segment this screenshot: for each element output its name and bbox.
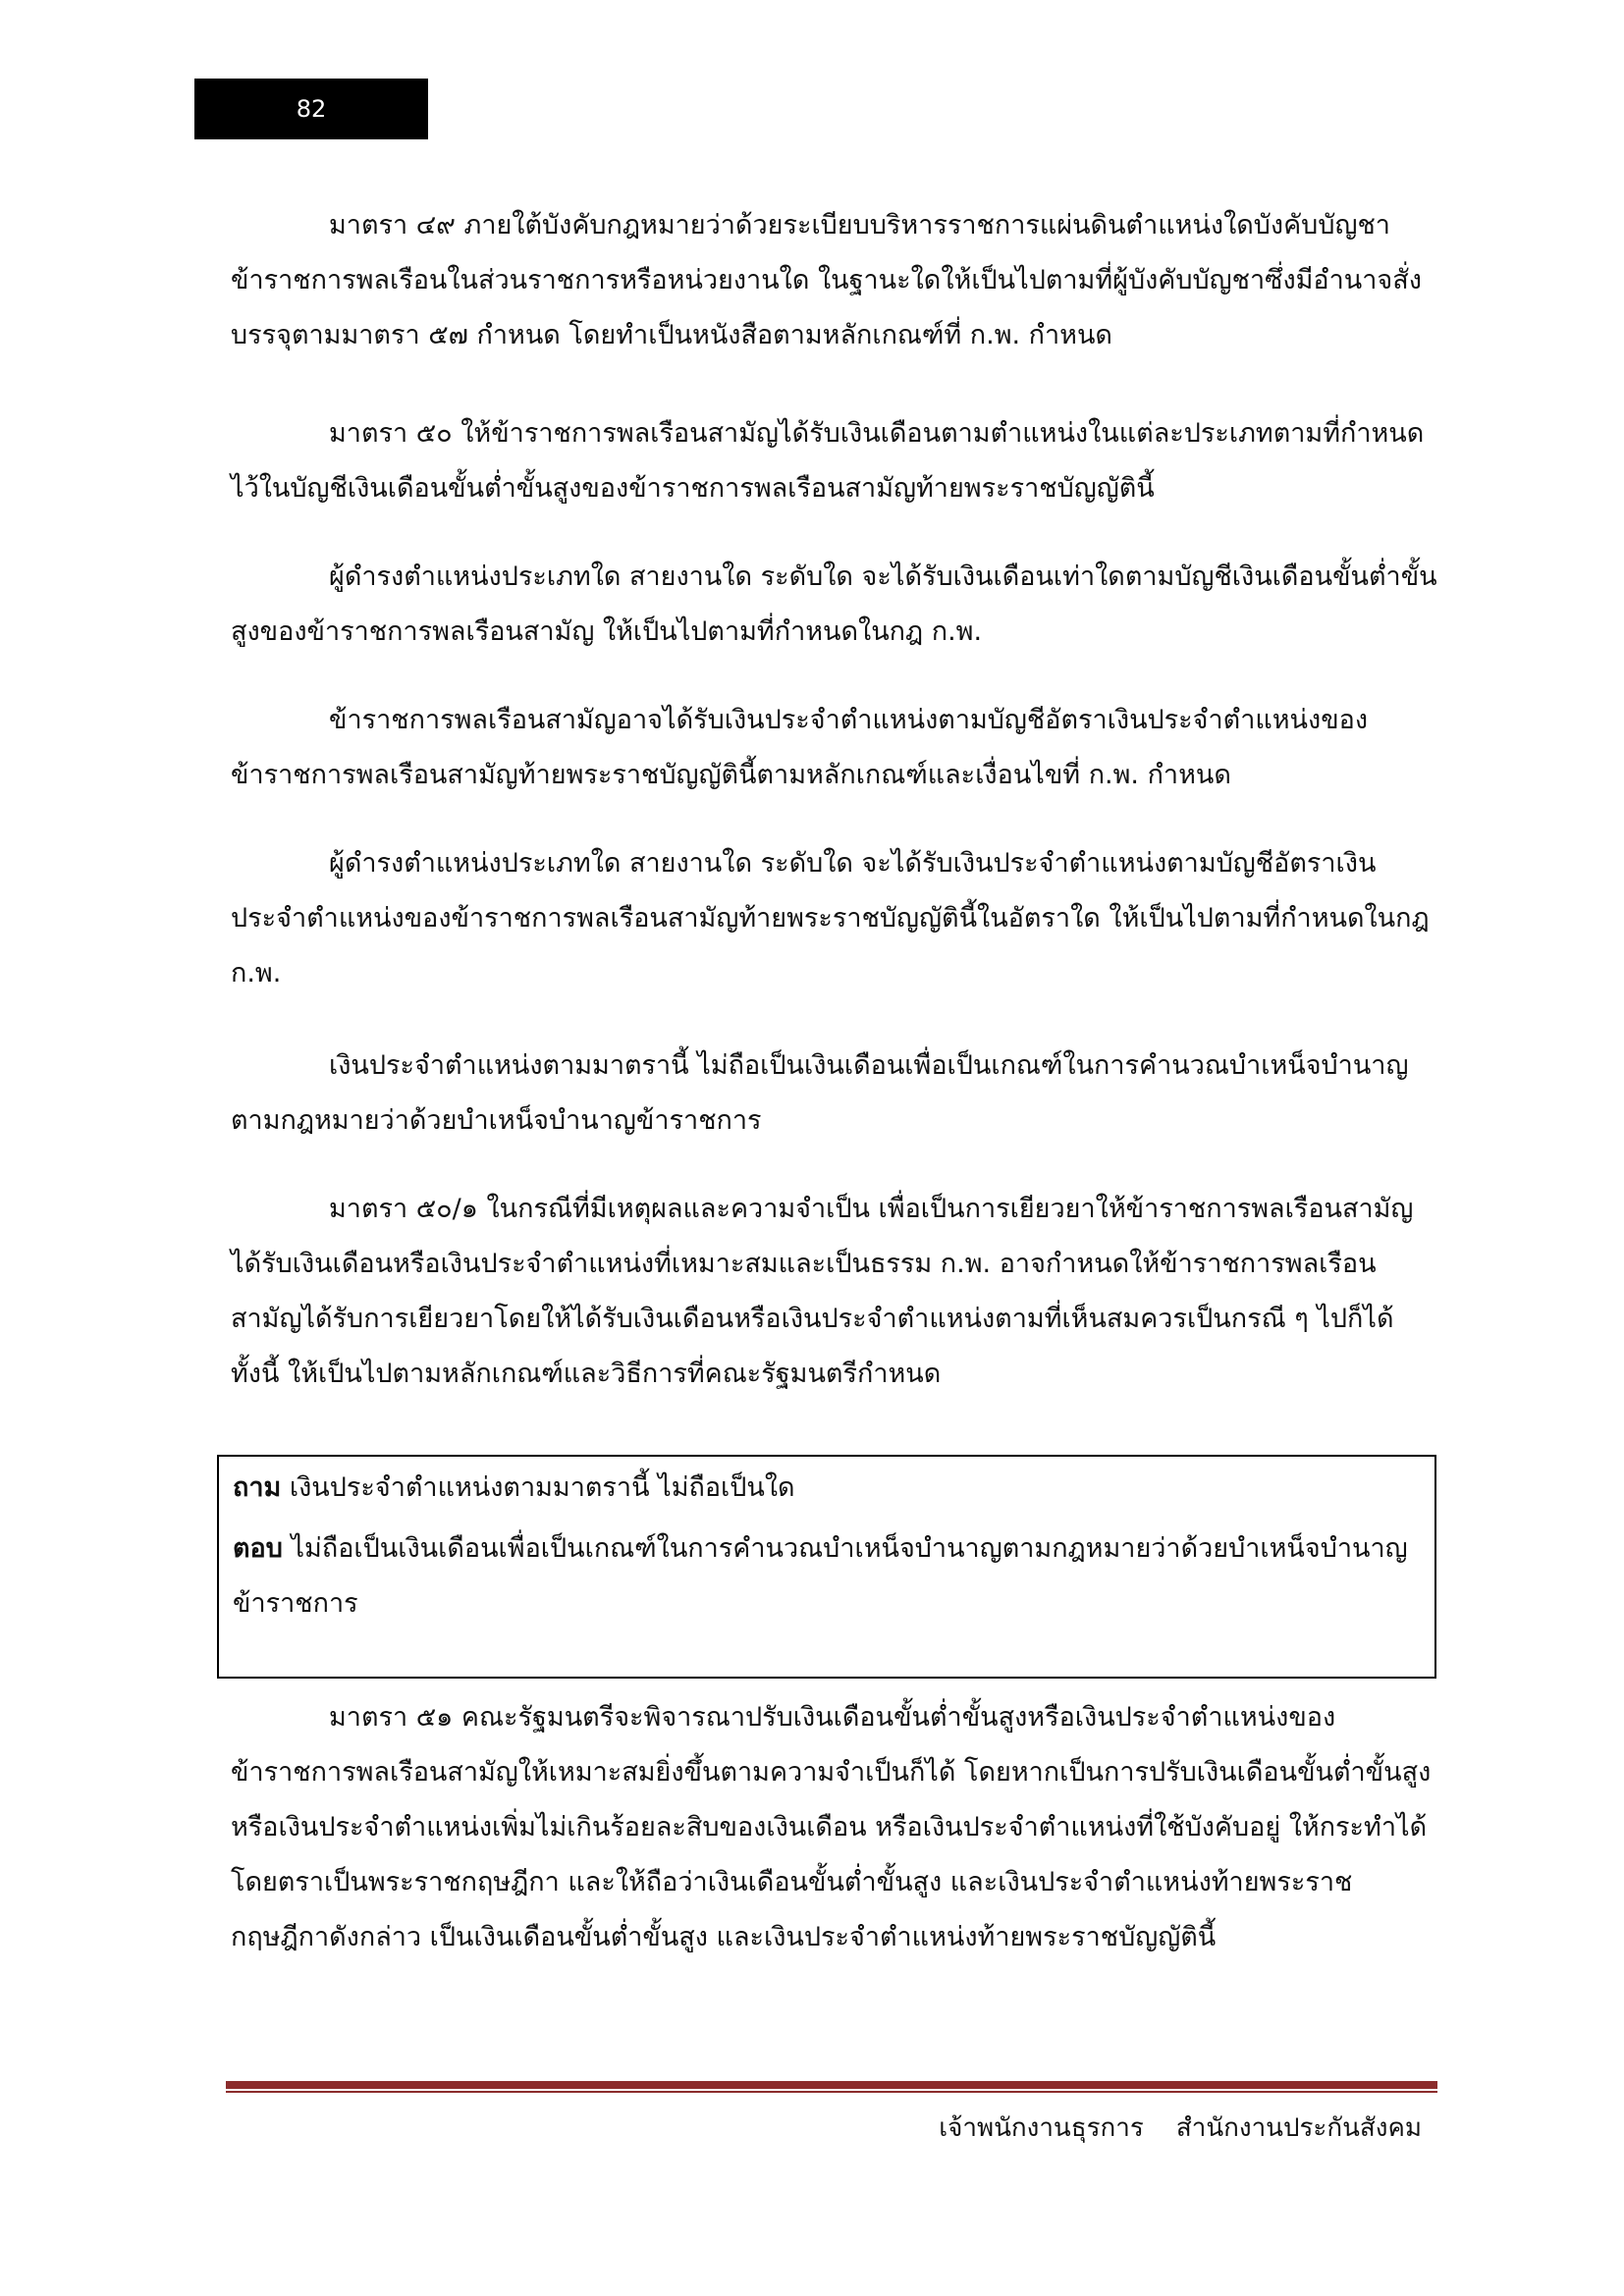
qa-box (217, 1455, 1436, 1679)
answer-line (233, 1522, 1421, 1631)
footer-office: เจ้าพนักงานธุรการ สำนักงานประกันสังคม (939, 2113, 1422, 2143)
footer-divider-thin (226, 2091, 1437, 2093)
paragraph-allowance-not-salary: เงินประจำตำแหน่งตามมาตรานี้ ไม่ถือเป็นเงินเดือนเพื่อเป็นเกณฑ์ในการคำนวณบำเหน็จบำนาญตามกฎหมายว่าด้วยบำเหน็จบำนาญข้าราชการ (231, 1050, 1409, 1136)
paragraph-section-50: มาตรา ๕๐ ให้ข้าราชการพลเรือนสามัญได้รับเงินเดือนตามตำแหน่งในแต่ละประเภทตามที่กำหนดไว้ในบัญชีเงินเดือนขั้นต่ำขั้นสูงของข้าราชการพลเรือนสามัญท้ายพระราชบัญญัตินี้ (231, 418, 1425, 504)
question-label: ถาม (233, 1472, 282, 1503)
paragraph-section-49: มาตรา ๔๙ ภายใต้บังคับกฎหมายว่าด้วยระเบียบบริหารราชการแผ่นดินตำแหน่งใดบังคับบัญชาข้าราชการพลเรือนในส่วนราชการหรือหน่วยงานใด ในฐานะใดให้เป็นไปตามที่ผู้บังคับบัญชาซึ่งมีอำนาจสั่งบรรจุตามมาตรา ๕๗ กำหนด โดยทำเป็นหนังสือตามหลักเกณฑ์ที่ ก.พ. กำหนด (231, 210, 1422, 350)
page-number: 82 (194, 79, 428, 139)
footer-divider (226, 2081, 1437, 2089)
answer-text: ไม่ถือเป็นเงินเดือนเพื่อเป็นเกณฑ์ในการคำนวณบำเหน็จบำนาญตามกฎหมายว่าด้วยบำเหน็จบำนาญข้าราชการ (233, 1533, 1408, 1619)
question-line (233, 1461, 1421, 1516)
answer-label: ตอบ (233, 1533, 283, 1564)
paragraph-section-50-rank: ผู้ดำรงตำแหน่งประเภทใด สายงานใด ระดับใด จะได้รับเงินเดือนเท่าใดตามบัญชีเงินเดือนขั้นต่ำขั้นสูงของข้าราชการพลเรือนสามัญ ให้เป็นไปตามที่กำหนดในกฎ ก.พ. (231, 561, 1437, 647)
paragraph-section-50-1: มาตรา ๕๐/๑ ในกรณีที่มีเหตุผลและความจำเป็น เพื่อเป็นการเยียวยาให้ข้าราชการพลเรือนสามัญได้รับเงินเดือนหรือเงินประจำตำแหน่งที่เหมาะสมและเป็นธรรม ก.พ. อาจกำหนดให้ข้าราชการพลเรือนสามัญได้รับการเยียวยาโดยให้ได้รับเงินเดือนหรือเงินประจำตำแหน่งตามที่เห็นสมควรเป็นกรณี ๆ ไปก็ได้ ทั้งนี้ ให้เป็นไปตามหลักเกณฑ์และวิธีการที่คณะรัฐมนตรีกำหนด (231, 1194, 1414, 1389)
paragraph-position-allowance: ข้าราชการพลเรือนสามัญอาจได้รับเงินประจำตำแหน่งตามบัญชีอัตราเงินประจำตำแหน่งของข้าราชการพลเรือนสามัญท้ายพระราชบัญญัตินี้ตามหลักเกณฑ์และเงื่อนไขที่ ก.พ. กำหนด (231, 705, 1369, 790)
paragraph-section-51: มาตรา ๕๑ คณะรัฐมนตรีจะพิจารณาปรับเงินเดือนขั้นต่ำขั้นสูงหรือเงินประจำตำแหน่งของข้าราชการพลเรือนสามัญให้เหมาะสมยิ่งขึ้นตามความจำเป็นก็ได้ โดยหากเป็นการปรับเงินเดือนขั้นต่ำขั้นสูงหรือเงินประจำตำแหน่งเพิ่มไม่เกินร้อยละสิบของเงินเดือน หรือเงินประจำตำแหน่งที่ใช้บังคับอยู่ ให้กระทำได้โดยตราเป็นพระราชกฤษฎีกา และให้ถือว่าเงินเดือนขั้นต่ำขั้นสูง และเงินประจำตำแหน่งท้ายพระราชกฤษฎีกาดังกล่าว เป็นเงินเดือนขั้นต่ำขั้นสูง และเงินประจำตำแหน่งท้ายพระราชบัญญัตินี้ (231, 1702, 1432, 1952)
paragraph-position-allowance-rate: ผู้ดำรงตำแหน่งประเภทใด สายงานใด ระดับใด จะได้รับเงินประจำตำแหน่งตามบัญชีอัตราเงินประจำตำแหน่งของข้าราชการพลเรือนสามัญท้ายพระราชบัญญัตินี้ในอัตราใด ให้เป็นไปตามที่กำหนดในกฎ ก.พ. (231, 848, 1430, 988)
question-text: เงินประจำตำแหน่งตามมาตรานี้ ไม่ถือเป็นใด (281, 1472, 795, 1503)
